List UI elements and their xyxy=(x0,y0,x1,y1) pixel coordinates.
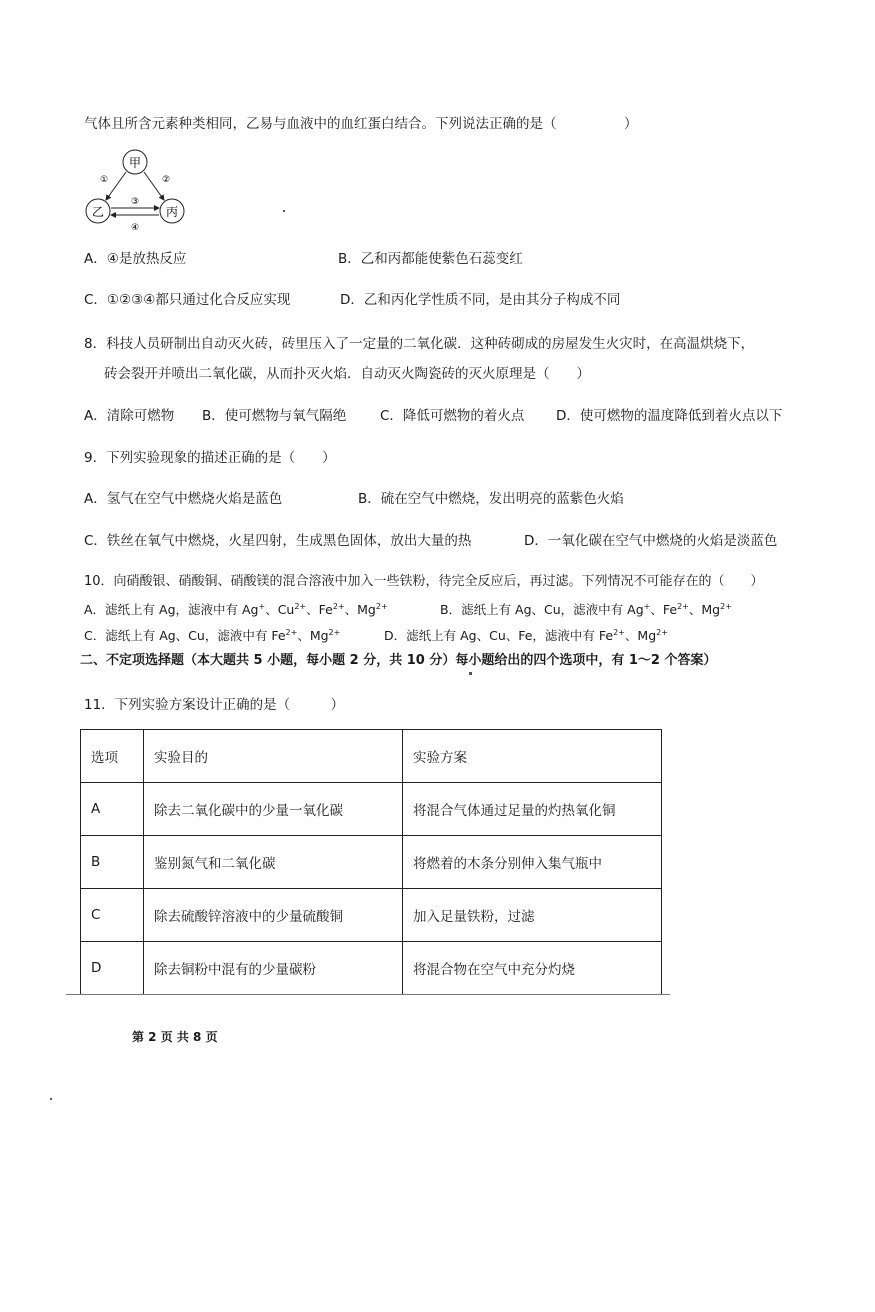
q8-option-c: C．降低可燃物的着火点 xyxy=(380,408,525,424)
node-bing-label: 丙 xyxy=(165,205,179,219)
ion-charge: 2+ xyxy=(375,601,388,611)
q11-stem: 11．下列实验方案设计正确的是（ ） xyxy=(84,697,345,713)
q7-stem-tail: 气体且所含元素种类相同，乙易与血液中的血红蛋白结合。下列说法正确的是（ ） xyxy=(84,116,638,132)
q8-stem-line2: 砖会裂开并喷出二氧化碳，从而扑灭火焰．自动灭火陶瓷砖的灭火原理是（ ） xyxy=(104,366,590,382)
q8-stem-line1: 8．科技人员研制出自动灭火砖，砖里压入了一定量的二氧化碳．这种砖砌成的房屋发生火灾时，在高温烘烧下， xyxy=(84,336,755,352)
ion-charge: 2+ xyxy=(613,627,625,637)
q10-option-d xyxy=(384,627,668,645)
q8-option-a: A．清除可燃物 xyxy=(84,408,175,424)
scan-speck xyxy=(283,210,285,212)
ion-text: 、Mg xyxy=(344,602,376,617)
ion-charge: 2+ xyxy=(285,627,298,637)
table-cell: 除去硫酸锌溶液中的少量硫酸铜 xyxy=(144,889,403,942)
table-cell: 鉴别氮气和二氧化碳 xyxy=(144,836,403,889)
table-cell: 将混合物在空气中充分灼烧 xyxy=(403,942,662,995)
table-header-cell: 选项 xyxy=(81,730,144,783)
table-cell: C xyxy=(81,889,144,942)
table-cell: 将燃着的木条分别伸入集气瓶中 xyxy=(403,836,662,889)
q10-option-a-prefix: A．滤纸上有 Ag，滤液中有 xyxy=(84,602,242,617)
table-cell: 加入足量铁粉，过滤 xyxy=(403,889,662,942)
table-header-cell: 实验目的 xyxy=(144,730,403,783)
ion-text: 、Mg xyxy=(624,628,657,643)
table-row xyxy=(81,942,662,995)
q7-option-a: A．④是放热反应 xyxy=(84,251,187,267)
ion-charge: 2+ xyxy=(677,601,689,611)
ion-charge: 2+ xyxy=(332,601,345,611)
node-jia-label: 甲 xyxy=(128,156,142,170)
q10-option-a xyxy=(84,601,388,619)
table-header-row xyxy=(81,730,662,783)
q9-option-c: C．铁丝在氧气中燃烧，火星四射，生成黑色固体，放出大量的热 xyxy=(84,533,472,549)
q10-option-c-prefix: C．滤纸上有 Ag、Cu，滤液中有 xyxy=(84,628,272,643)
page-number-footer: 第 2 页 共 8 页 xyxy=(132,1030,218,1044)
arrow-3-label: ③ xyxy=(130,197,140,207)
ion-text: 、Mg xyxy=(688,602,721,617)
q10-option-b-prefix: B．滤纸上有 Ag、Cu，滤液中有 xyxy=(440,602,628,617)
scan-speck xyxy=(50,1098,52,1100)
scan-speck xyxy=(469,672,472,675)
ion-text: Ag xyxy=(241,602,259,617)
node-yi-label: 乙 xyxy=(91,205,105,219)
table-row xyxy=(81,889,662,942)
ion-text: Fe xyxy=(598,628,614,643)
q8-option-b: B．使可燃物与氧气隔绝 xyxy=(202,408,347,424)
q10-option-b xyxy=(440,601,732,619)
ion-text: 、Fe xyxy=(650,602,678,617)
ion-text: 、Fe xyxy=(306,602,333,617)
q9-option-b: B．硫在空气中燃烧，发出明亮的蓝紫色火焰 xyxy=(358,491,624,507)
q7-option-b: B．乙和丙都能使紫色石蕊变红 xyxy=(338,251,523,267)
table-cell: 除去二氧化碳中的少量一氧化碳 xyxy=(144,783,403,836)
ion-charge: 2+ xyxy=(294,601,307,611)
scan-cut-line xyxy=(66,994,670,995)
ion-text: Fe xyxy=(271,628,286,643)
table-row xyxy=(81,783,662,836)
ion-text: Ag xyxy=(627,602,644,617)
section2-heading: 二、不定项选择题（本大题共 5 小题，每小题 2 分，共 10 分）每小题给出的四个选项中，有 1～2 个答案） xyxy=(80,653,717,668)
ion-text: 、Mg xyxy=(297,628,329,643)
table-cell: A xyxy=(81,783,144,836)
ion-charge: 2+ xyxy=(720,601,732,611)
q9-option-d: D．一氧化碳在空气中燃烧的火焰是淡蓝色 xyxy=(524,533,778,549)
q7-conversion-diagram xyxy=(80,148,200,234)
ion-charge: 2+ xyxy=(328,627,341,637)
table-header-cell: 实验方案 xyxy=(403,730,662,783)
table-row xyxy=(81,836,662,889)
arrow-4-label: ④ xyxy=(130,223,140,233)
q9-stem: 9．下列实验现象的描述正确的是（ ） xyxy=(84,450,336,466)
q8-option-d: D．使可燃物的温度降低到着火点以下 xyxy=(556,408,783,424)
ion-text: 、Cu xyxy=(265,602,295,617)
table-cell: B xyxy=(81,836,144,889)
table-cell: 除去铜粉中混有的少量碳粉 xyxy=(144,942,403,995)
q7-option-d: D．乙和丙化学性质不同，是由其分子构成不同 xyxy=(340,292,621,308)
arrow-1-line xyxy=(106,172,126,200)
table-cell: 将混合气体通过足量的灼热氧化铜 xyxy=(403,783,662,836)
q10-option-c xyxy=(84,627,340,645)
ion-charge: + xyxy=(258,601,266,611)
q10-option-d-prefix: D．滤纸上有 Ag、Cu、Fe，滤液中有 xyxy=(384,628,599,643)
ion-charge: 2+ xyxy=(656,627,668,637)
arrow-2-label: ② xyxy=(161,175,171,185)
q10-stem: 10．向硝酸银、硝酸铜、硝酸镁的混合溶液中加入一些铁粉，待完全反应后，再过滤。下列情况不可能存在的（ ） xyxy=(84,574,764,589)
ion-charge: + xyxy=(643,601,651,611)
q9-option-a: A．氢气在空气中燃烧火焰是蓝色 xyxy=(84,491,283,507)
q7-option-c: C．①②③④都只通过化合反应实现 xyxy=(84,292,291,308)
table-cell: D xyxy=(81,942,144,995)
arrow-1-label: ① xyxy=(99,175,109,185)
q11-experiment-table xyxy=(80,729,662,995)
